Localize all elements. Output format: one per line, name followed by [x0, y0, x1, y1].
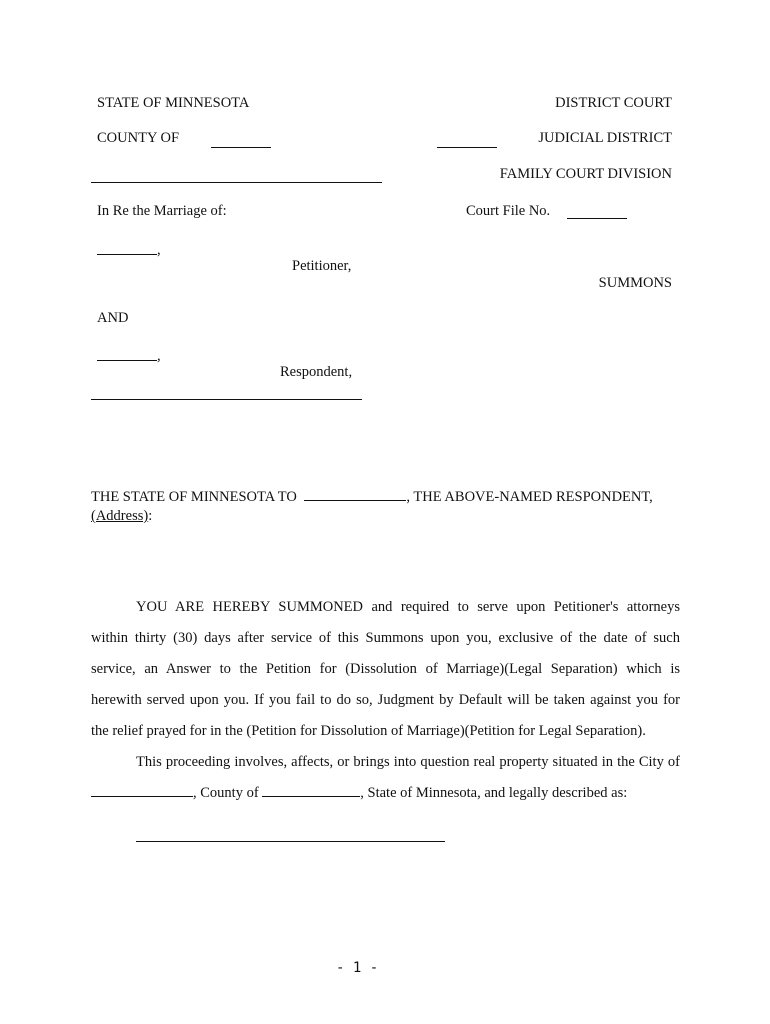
paragraph-line: YOU ARE HEREBY SUMMONED and required to serve upon Petitioner's attorneys: [136, 599, 680, 615]
address-label[interactable]: (Address): [91, 508, 149, 524]
petitioner-name-blank[interactable]: [97, 254, 157, 255]
county-of-text: , County of: [193, 785, 259, 801]
judicial-district-blank[interactable]: [437, 147, 497, 148]
county-blank[interactable]: [211, 147, 271, 148]
page-number: - 1 -: [336, 960, 379, 976]
state-heading: STATE OF MINNESOTA: [97, 95, 250, 111]
city-blank[interactable]: [91, 795, 193, 797]
address-colon: :: [148, 508, 153, 524]
district-court-heading: DISTRICT COURT: [555, 95, 672, 111]
respondent-name-blank-2[interactable]: [304, 499, 406, 501]
paragraph-line: the relief prayed for in the (Petition for Dissolution of Marriage)(Petition for Legal Separation).: [91, 723, 646, 739]
and-label: AND: [97, 310, 129, 326]
caption-bottom-rule: [91, 399, 362, 400]
county-of-label: COUNTY OF: [97, 130, 180, 146]
address-label-line: [91, 509, 152, 524]
paragraph-line: herewith served upon you. If you fail to do so, Judgment by Default will be taken against you for: [91, 692, 680, 708]
state-of-minnesota-text: , State of Minnesota, and legally described as:: [360, 785, 628, 801]
summons-title: SUMMONS: [598, 275, 672, 291]
petitioner-label: Petitioner,: [292, 258, 352, 274]
court-file-no-blank[interactable]: [567, 218, 627, 219]
respondent-comma: ,: [157, 348, 161, 364]
respondent-label: Respondent,: [280, 364, 353, 380]
judicial-district-heading: JUDICIAL DISTRICT: [538, 130, 672, 146]
above-named-respondent-text: , THE ABOVE-NAMED RESPONDENT,: [406, 489, 653, 505]
state-to-text: THE STATE OF MINNESOTA TO: [91, 489, 297, 505]
paragraph-line: service, an Answer to the Petition for (Dissolution of Marriage)(Legal Separation) which is: [91, 661, 680, 677]
petitioner-comma: ,: [157, 242, 161, 258]
court-file-no-label: Court File No.: [466, 203, 551, 219]
family-court-division-heading: FAMILY COURT DIVISION: [499, 166, 672, 182]
caption-top-rule: [91, 182, 382, 183]
summons-paragraph: [91, 592, 680, 747]
paragraph-line-blanks: [91, 778, 680, 809]
paragraph-line: within thirty (30) days after service of this Summons upon you, exclusive of the date of such: [91, 630, 680, 646]
legal-description-blank[interactable]: [136, 841, 445, 842]
respondent-name-blank[interactable]: [97, 360, 157, 361]
address-line: [91, 490, 653, 505]
county-name-blank[interactable]: [262, 795, 360, 797]
in-re-marriage-label: In Re the Marriage of:: [97, 203, 227, 219]
paragraph-line: This proceeding involves, affects, or brings into question real property situated in the City of: [136, 754, 680, 770]
real-property-paragraph: [91, 747, 680, 809]
